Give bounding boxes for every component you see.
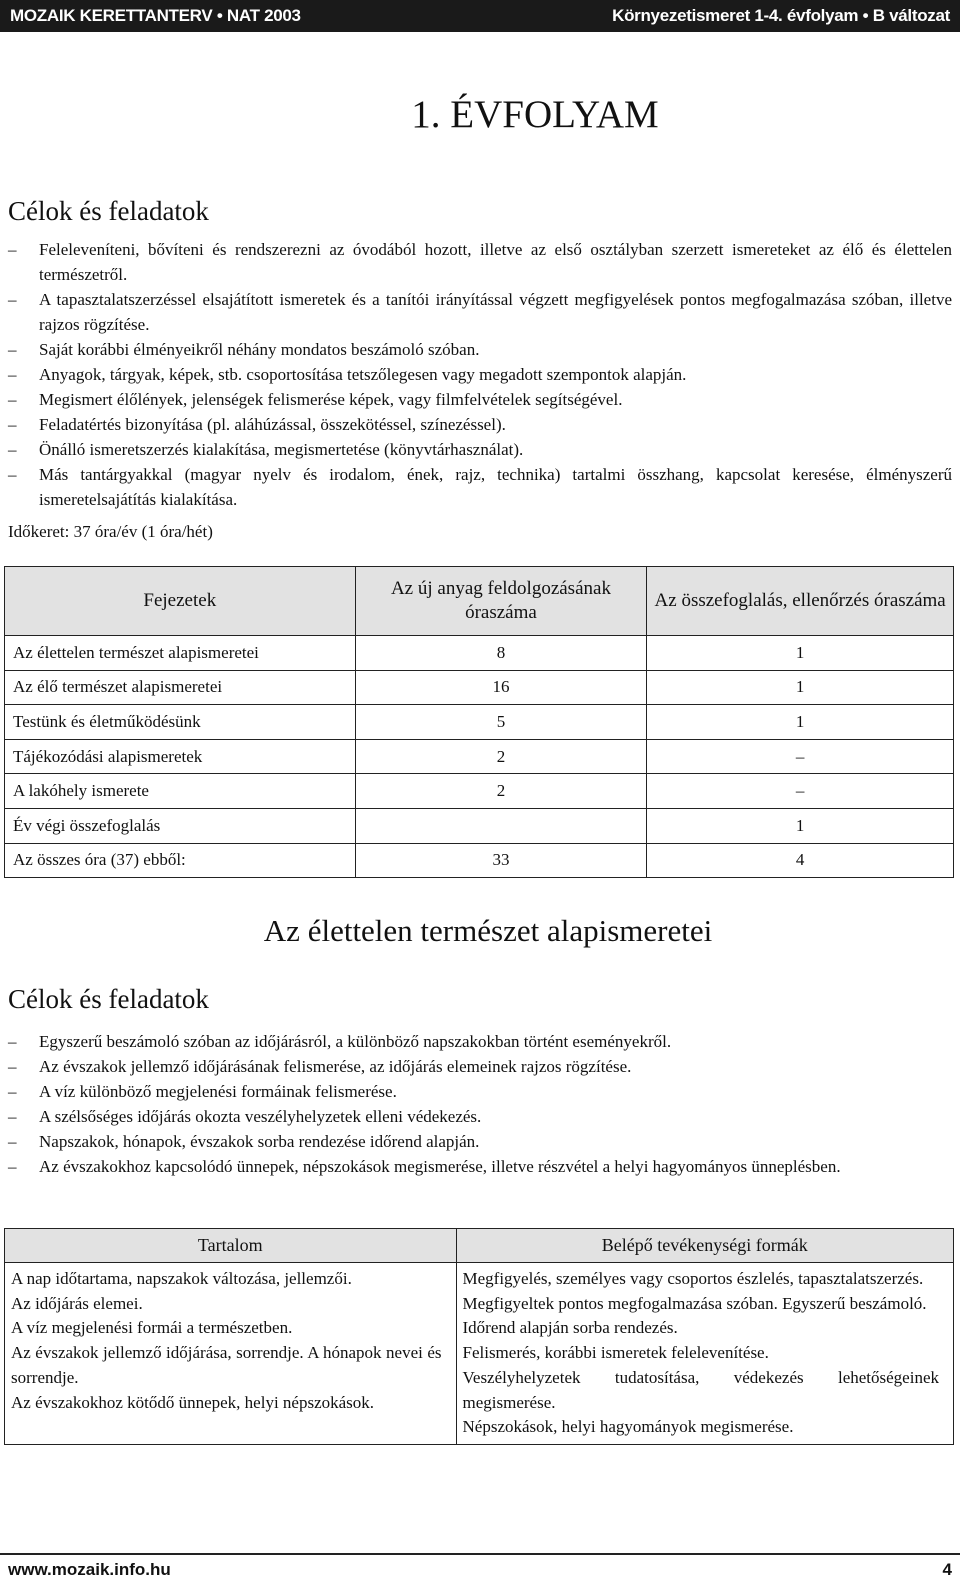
goal-item: – A tapasztalatszerzéssel elsajátított ismeretek és a tanítói irányítással végzett megfigyelések pontos megfogalmazása szóban, illetve rajzos rögzítése. bbox=[8, 290, 952, 334]
chapter-name: Év végi összefoglalás bbox=[5, 808, 356, 843]
content-cell bbox=[5, 1263, 457, 1445]
review-hours: 1 bbox=[647, 670, 954, 705]
goal-item: – A szélsőséges időjárás okozta veszélyhelyzetek elleni védekezés. bbox=[8, 1107, 482, 1126]
goal-item: – Saját korábbi élményeikről néhány mondatos beszámoló szóban. bbox=[8, 340, 480, 359]
goal-item: – A víz különböző megjelenési formáinak felismerése. bbox=[8, 1082, 397, 1101]
header-series: MOZAIK KERETTANTERV • NAT 2003 bbox=[10, 6, 301, 25]
goal-item: – Feladatértés bizonyítása (pl. aláhúzással, összekötéssel, színezéssel). bbox=[8, 415, 506, 434]
page-footer bbox=[0, 1553, 960, 1584]
goal-item: – Önálló ismeretszerzés kialakítása, megismertetése (könyvtárhasználat). bbox=[8, 440, 524, 459]
page-number: 4 bbox=[942, 1560, 952, 1579]
table-row bbox=[5, 774, 954, 809]
review-hours: 4 bbox=[647, 843, 954, 878]
list-item: Az évszakok jellemző időjárása, sorrendje. A hónapok nevei és sorrendje. bbox=[11, 1343, 442, 1387]
list-item: Az évszakokhoz kötődő ünnepek, helyi népszokások. bbox=[11, 1392, 375, 1412]
chapter-name: A lakóhely ismerete bbox=[5, 774, 356, 809]
review-hours: 1 bbox=[647, 705, 954, 740]
goal-item: – Anyagok, tárgyak, képek, stb. csoportosítása tetszőlegesen vagy megadott szempontok alapján. bbox=[8, 365, 687, 384]
chapter-name: Az élettelen természet alapismeretei bbox=[5, 636, 356, 671]
chapter-hours-table bbox=[4, 566, 954, 878]
new-material-hours: 8 bbox=[355, 636, 647, 671]
chapter-name: Tájékozódási alapismeretek bbox=[5, 739, 356, 774]
list-item: Időrend alapján sorba rendezés. bbox=[462, 1318, 678, 1338]
table-header-row bbox=[5, 1229, 954, 1263]
page-title: 1. ÉVFOLYAM bbox=[411, 93, 659, 136]
table-row bbox=[5, 705, 954, 740]
new-material-hours: 2 bbox=[355, 739, 647, 774]
column-header: Az új anyag feldolgozásának óraszáma bbox=[355, 567, 647, 636]
list-item: A víz megjelenési formái a természetben. bbox=[11, 1318, 293, 1338]
goal-item: – Az évszakok jellemző időjárásának felismerése, az időjárás elemeinek rajzos rögzítése. bbox=[8, 1057, 632, 1076]
chapter-name: Az összes óra (37) ebből: bbox=[5, 843, 356, 878]
table-row bbox=[5, 670, 954, 705]
new-material-hours: 5 bbox=[355, 705, 647, 740]
goal-item: – Megismert élőlények, jelenségek felismerése képek, vagy filmfelvételek segítségével. bbox=[8, 390, 623, 409]
chapter-name: Testünk és életműködésünk bbox=[5, 705, 356, 740]
list-item: Népszokások, helyi hagyományok megismerése. bbox=[462, 1417, 794, 1437]
page-header bbox=[0, 0, 960, 32]
list-item: Megfigyeltek pontos megfogalmazása szóban. Egyszerű beszámoló. bbox=[462, 1293, 927, 1313]
list-item: Felismerés, korábbi ismeretek felelevenítése. bbox=[462, 1343, 769, 1363]
new-material-hours: 16 bbox=[355, 670, 647, 705]
review-hours: 1 bbox=[647, 636, 954, 671]
new-material-hours bbox=[355, 808, 647, 843]
list-item: Az időjárás elemei. bbox=[11, 1293, 143, 1313]
goal-item: – Feleleveníteni, bővíteni és rendszerezni az óvodából hozott, illetve az első osztályban szerzett ismereteket az élő és élettelen természetről. bbox=[8, 240, 952, 284]
table-row bbox=[5, 739, 954, 774]
goal-item: – Napszakok, hónapok, évszakok sorba rendezése időrend alapján. bbox=[8, 1132, 480, 1151]
table-header-row bbox=[5, 567, 954, 636]
review-hours: – bbox=[647, 739, 954, 774]
table-row bbox=[5, 808, 954, 843]
activities-cell bbox=[456, 1263, 954, 1445]
footer-url: www.mozaik.info.hu bbox=[8, 1560, 171, 1579]
review-hours: 1 bbox=[647, 808, 954, 843]
chapter-title: Az élettelen természet alapismeretei bbox=[263, 913, 713, 948]
chapter-name: Az élő természet alapismeretei bbox=[5, 670, 356, 705]
list-item: A nap időtartama, napszakok változása, jellemzői. bbox=[11, 1269, 352, 1288]
new-material-hours: 33 bbox=[355, 843, 647, 878]
table-row bbox=[5, 636, 954, 671]
list-item: Veszélyhelyzetek tudatosítása, védekezés lehetőségeinek megismerése. bbox=[462, 1367, 939, 1412]
column-header: Az összefoglalás, ellenőrzés óraszáma bbox=[647, 567, 954, 636]
table-row-total bbox=[5, 843, 954, 878]
section1-goals-list bbox=[8, 237, 952, 512]
content-activities-table bbox=[4, 1228, 954, 1445]
new-material-hours: 2 bbox=[355, 774, 647, 809]
column-header: Belépő tevékenységi formák bbox=[456, 1229, 954, 1263]
section2-goals-list bbox=[8, 1029, 952, 1179]
review-hours: – bbox=[647, 774, 954, 809]
list-item: Megfigyelés, személyes vagy csoportos észlelés, tapasztalatszerzés. bbox=[462, 1269, 924, 1288]
goal-item: – Más tantárgyakkal (magyar nyelv és irodalom, ének, rajz, technika) tartalmi összhang, kapcsolat keresése, élményszerű ismeretelsajátítás kialakítása. bbox=[8, 465, 952, 509]
goal-item: – Egyszerű beszámoló szóban az időjárásról, a különböző napszakokban történt eseményekről. bbox=[8, 1032, 672, 1051]
section1-heading: Célok és feladatok bbox=[8, 196, 209, 226]
header-subject: Környezetismeret 1-4. évfolyam • B változat bbox=[612, 6, 950, 25]
column-header: Tartalom bbox=[5, 1229, 457, 1263]
section2-heading: Célok és feladatok bbox=[8, 984, 209, 1014]
column-header: Fejezetek bbox=[5, 567, 356, 636]
goal-item: – Az évszakokhoz kapcsolódó ünnepek, népszokások megismerése, illetve részvétel a helyi hagyományos ünneplésben. bbox=[8, 1157, 841, 1176]
timeframe-text: Időkeret: 37 óra/év (1 óra/hét) bbox=[8, 522, 213, 541]
table-row bbox=[5, 1263, 954, 1445]
